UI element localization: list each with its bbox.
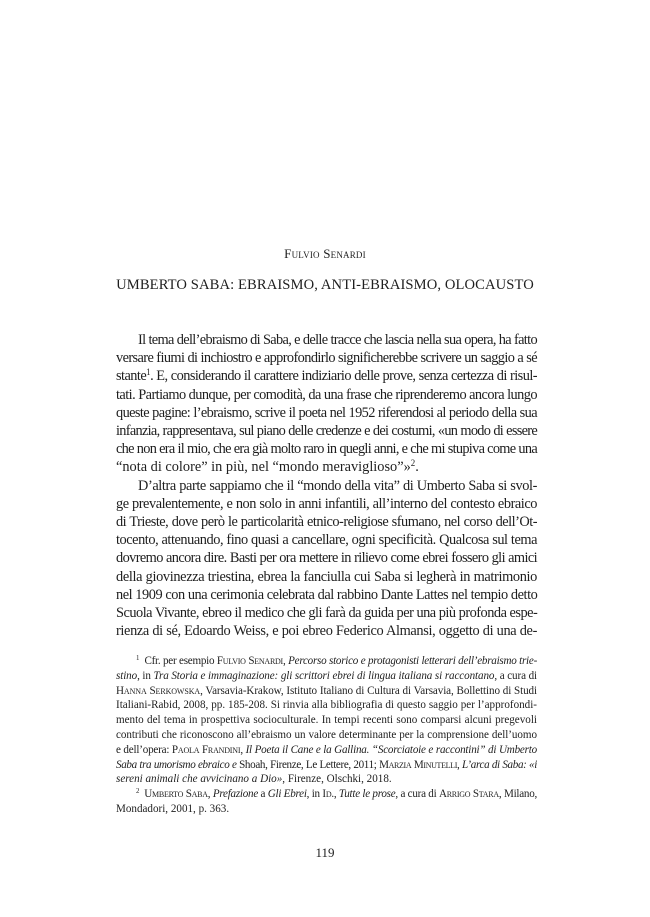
footnote-line: stino, in Tra Storia e immaginazione: gli scrittori ebrei di lingua italiana si raccontano, a cura di xyxy=(116,669,538,682)
body-line: D’altra parte sappiamo che il “mondo della vita” di Umberto Saba si svol- xyxy=(138,477,537,494)
cited-author: Fulvio Senardi xyxy=(216,655,283,667)
footnote-2 xyxy=(116,787,537,817)
body-line: che non era il mio, che era già molto raro in quegli anni, e che mi stupiva come una xyxy=(116,441,537,458)
body-text: “nota di colore” in più, nel “mondo meraviglioso”» xyxy=(116,459,411,476)
cited-author: Arrigo Stara xyxy=(438,788,499,801)
footnote-line: $^1$ Cfr. per esempio Fulvio Senardi, Percorso storico e protagonisti letterari dell’ebraismo trie- xyxy=(136,655,538,667)
cited-title: Gli Ebrei xyxy=(267,788,307,801)
cited-author: Hanna Serkowska xyxy=(116,684,201,697)
cited-title: Tutte le prose xyxy=(338,788,396,801)
article-title: UMBERTO SABA: EBRAISMO, ANTI-EBRAISMO, OLOCAUSTO xyxy=(116,277,534,293)
article-author: Fulvio Senardi xyxy=(284,246,366,261)
body-line: rienza di sé, Edoardo Weiss, e poi ebreo Federico Almansi, oggetto di una de- xyxy=(116,623,537,640)
cited-author: Id. xyxy=(322,788,334,801)
cited-author: Umberto Saba xyxy=(144,788,208,801)
body-text: . xyxy=(415,459,419,476)
footnote-marker: 1 xyxy=(136,655,140,663)
cited-title: sereni animali che avvicinano a Dio» xyxy=(116,773,283,786)
footnote-line: Saba tra umorismo ebraico e Shoah, Firenze, Le Lettere, 2011; Marzia Minutelli, L’arca di Saba: «i xyxy=(116,758,537,771)
footnote-line: Hanna Serkowska, Varsavia-Krakow, Istituto Italiano di Cultura di Varsavia, Bollettino di Studi xyxy=(116,684,537,697)
body-line: queste pagine: l’ebraismo, scrive il poeta nel 1952 riferendosi al periodo della sua xyxy=(116,404,537,421)
body-line: della giovinezza triestina, ebrea la fanciulla cui Saba si legherà in matrimonio xyxy=(116,568,537,585)
footnote-line: $^2$ Umberto Saba, Prefazione a Gli Ebrei, in Id., Tutte le prose, a cura di Arrigo Stara, Milano, xyxy=(136,788,538,801)
paragraph-1 xyxy=(116,331,537,477)
body-line: dovremo ancora dire. Basti per ora mettere in rilievo come ebrei fossero gli amici xyxy=(116,550,537,567)
cited-title: Saba tra umorismo ebraico e xyxy=(116,758,237,771)
body-line xyxy=(116,458,537,476)
cited-title: stino xyxy=(116,669,138,682)
body-line: infanzia, rappresentava, sul piano delle credenze e dei costumi, «un modo di essere xyxy=(116,423,537,440)
body-line: tocento, attenuando, fino quasi a cancellare, ogni specificità. Qualcosa sul tema xyxy=(116,532,537,549)
body-text: . E, considerando il carattere indiziario delle prove, senza certezza di risul- xyxy=(150,368,537,385)
body-text: stante xyxy=(116,368,147,385)
footnote-ref-2[interactable]: 2 xyxy=(410,458,416,469)
cited-title: L’arca di Saba: «i xyxy=(462,758,537,771)
cited-author: Paola Frandini xyxy=(171,743,241,756)
body-line: Scuola Vivante, ebreo il medico che gli farà da guida per una più profonda espe- xyxy=(116,605,538,622)
cited-author: Marzia Minutelli xyxy=(379,758,458,771)
cited-title: Il Poeta il Cane e la Gallina. “Scorciatoie e raccontini” di Umberto xyxy=(245,743,537,756)
page-number: 119 xyxy=(315,845,335,860)
footnote-line: e dell’opera: Paola Frandini, Il Poeta il Cane e la Gallina. “Scorciatoie e raccontini” di Umberto xyxy=(116,743,537,756)
body-line: tati. Partiamo dunque, per comodità, da una frase che riprenderemo ancora lungo xyxy=(116,386,537,403)
footnotes xyxy=(116,654,537,817)
footnote-line: Italiani-Rabid, 2008, pp. 185-208. Si rinvia alla bibliografia di questo saggio per l’approfondi- xyxy=(116,699,537,712)
footnote-line: sereni animali che avvicinano a Dio», Firenze, Olschki, 2018. xyxy=(116,773,392,786)
paragraph-2 xyxy=(116,477,537,641)
body-line xyxy=(116,367,537,385)
body-line: nel 1909 con una cerimonia celebrata dal rabbino Dante Lattes nel tempio detto xyxy=(116,586,538,603)
cited-title: Tra Storia e immaginazione: gli scrittori ebrei di lingua italiana si raccontano xyxy=(153,669,495,682)
footnote-marker: 2 xyxy=(136,788,140,796)
body-line: di Trieste, dove però le particolarità etnico-religiose sfumano, nel corso dell’Ot- xyxy=(116,514,537,531)
cited-title: Percorso storico e protagonisti letterari dell’ebraismo trie- xyxy=(288,655,538,667)
article-body xyxy=(116,331,537,640)
footnote-1 xyxy=(116,654,537,787)
footnote-line: Mondadori, 2001, p. 363. xyxy=(116,802,230,815)
body-line: ge prevalentemente, e non solo in anni infantili, all’interno del contesto ebraico xyxy=(116,495,537,512)
footnote-line: mento del tema in prospettiva socioculturale. In tempi recenti sono comparsi alcuni pregevoli xyxy=(116,714,537,727)
body-line: versare fiumi di inchiostro e approfondirlo significherebbe scrivere un saggio a sé xyxy=(116,350,537,367)
body-line: Il tema dell’ebraismo di Saba, e delle tracce che lascia nella sua opera, ha fatto xyxy=(138,332,537,348)
footnote-ref-1[interactable]: 1 xyxy=(146,367,151,378)
footnote-line: contributi che riconoscono all’ebraismo un valore determinante per la comprensione dell’uomo xyxy=(116,728,537,741)
cited-title: Prefazione xyxy=(212,788,258,801)
